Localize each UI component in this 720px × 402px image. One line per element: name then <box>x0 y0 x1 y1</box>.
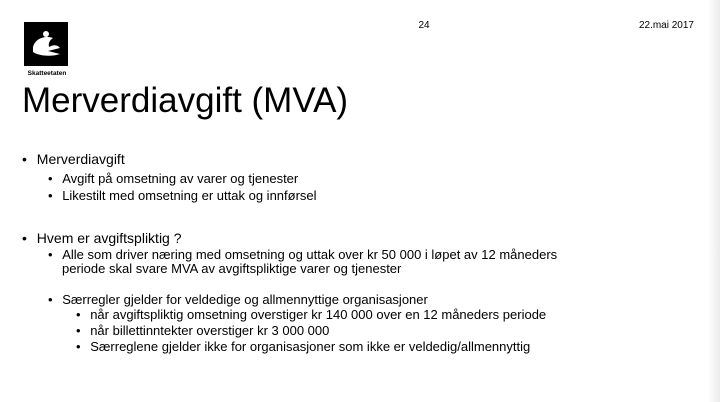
bullet-text: Alle som driver næring med omsetning og uttak over kr 50 000 i løpet av 12 måneders <box>62 247 558 262</box>
skatteetaten-logo-icon <box>24 22 68 66</box>
bullet-text: Særregler gjelder for veldedige og allmennyttige organisasjoner <box>62 292 428 307</box>
logo-emblem-icon <box>24 22 68 66</box>
bullet-text: når billettinntekter overstiger kr 3 000 000 <box>90 323 330 338</box>
bullet-marker: • <box>22 230 27 246</box>
skatteetaten-logo <box>24 22 68 84</box>
sub-sub-bullet-omsetning <box>76 308 546 322</box>
sub-sub-bullet-saerreglene <box>76 340 530 354</box>
sub-bullet-saerregler <box>48 293 428 307</box>
sub-sub-bullet-billett <box>76 324 329 338</box>
sub-bullet-alle-som-line2: periode skal svare MVA av avgiftspliktige varer og tjenester <box>62 261 402 276</box>
bullet-marker: • <box>48 292 53 307</box>
slide-title: Merverdiavgift (MVA) <box>22 81 349 120</box>
bullet-text: Hvem er avgiftspliktig ? <box>36 230 182 246</box>
bullet-marker: • <box>76 323 81 338</box>
bullet-text: når avgiftspliktig omsetning overstiger kr 140 000 over en 12 måneders periode <box>90 307 547 322</box>
bullet-merverdiavgift <box>22 152 125 166</box>
bullet-marker: • <box>48 188 53 203</box>
page-number: 24 <box>418 20 430 31</box>
bullet-marker: • <box>48 171 53 186</box>
bullet-marker: • <box>76 339 81 354</box>
bullet-text: Merverdiavgift <box>36 151 125 167</box>
slide-edge-shadow <box>708 0 720 402</box>
bullet-text: Særreglene gjelder ikke for organisasjoner som ikke er veldedig/allmennyttig <box>90 339 531 354</box>
bullet-text: Likestilt med omsetning er uttak og innførsel <box>62 188 317 203</box>
bullet-marker: • <box>76 307 81 322</box>
logo-text: Skatteetaten <box>27 70 67 77</box>
bullet-hvem <box>22 231 182 245</box>
bullet-marker: • <box>48 247 53 262</box>
slide-date: 22.mai 2017 <box>638 20 694 31</box>
sub-bullet-likestilt <box>48 189 317 203</box>
bullet-text: Avgift på omsetning av varer og tjenester <box>62 171 299 186</box>
bullet-marker: • <box>22 151 27 167</box>
sub-bullet-avgift <box>48 172 298 186</box>
sub-bullet-alle-som <box>48 248 557 262</box>
